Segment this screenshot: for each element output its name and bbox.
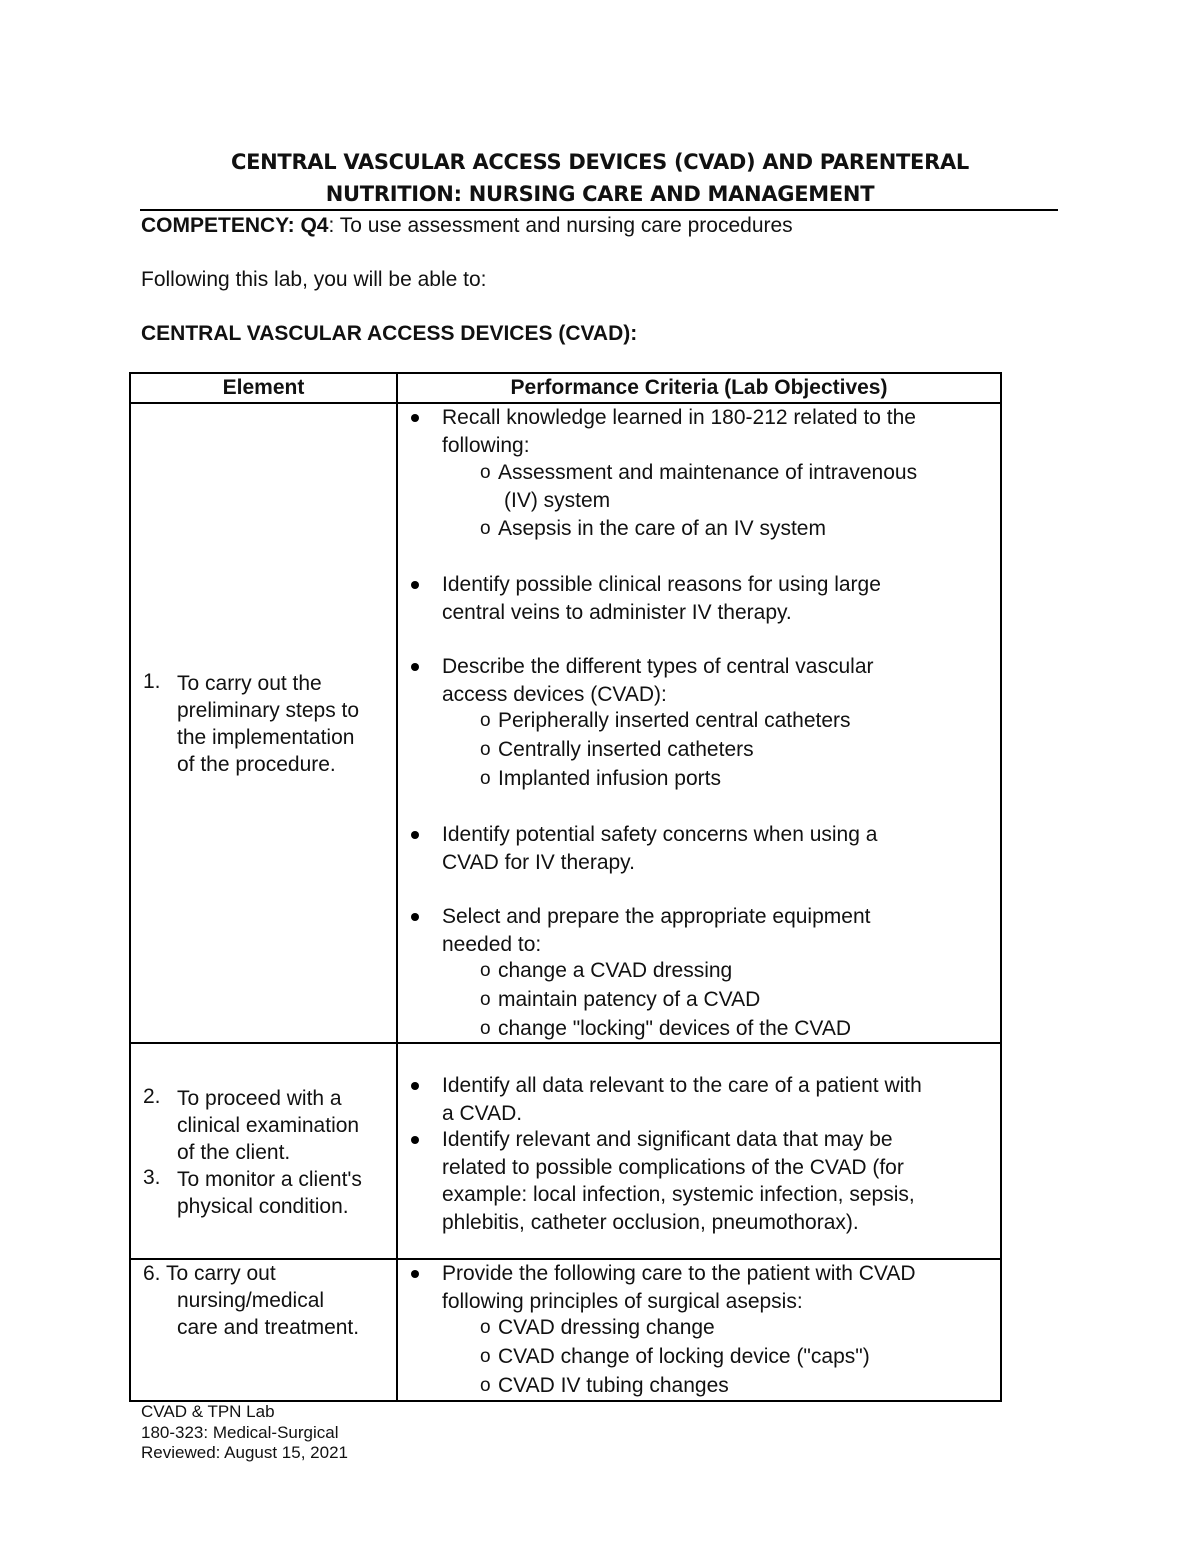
element-cell	[130, 1259, 397, 1401]
sub-bullet-item	[480, 957, 990, 985]
sub-bullet-line: change "locking" devices of the CVAD	[498, 1017, 852, 1040]
bullet-line: Identify all data relevant to the care of a patient with	[442, 1074, 922, 1097]
circle-bullet-icon: o	[480, 710, 491, 731]
sub-bullet-line: Implanted infusion ports	[498, 767, 721, 790]
element-line: of the procedure.	[177, 753, 336, 776]
element-number: 3.	[143, 1166, 161, 1189]
bullet-icon	[411, 831, 419, 839]
bullet-icon	[411, 1136, 419, 1144]
section-heading: CENTRAL VASCULAR ACCESS DEVICES (CVAD):	[141, 322, 638, 345]
sub-bullet-line: CVAD IV tubing changes	[498, 1374, 729, 1397]
bullet-line: example: local infection, systemic infection, sepsis,	[442, 1183, 915, 1206]
header-element: Element	[130, 373, 397, 403]
bullet-item	[442, 653, 990, 708]
bullet-line: related to possible complications of the CVAD (for	[442, 1155, 904, 1179]
circle-bullet-icon: o	[480, 1375, 491, 1396]
element-text	[177, 1166, 391, 1220]
element-number: 2.	[143, 1085, 161, 1108]
element-cell	[130, 1043, 397, 1259]
bullet-line: a CVAD.	[442, 1101, 523, 1125]
element-line: 6. To carry out	[143, 1262, 276, 1285]
element-line: To monitor a client's	[177, 1168, 362, 1191]
competency-statement	[141, 212, 793, 240]
sub-bullet-item	[480, 515, 990, 543]
bullet-line: phlebitis, catheter occlusion, pneumothorax).	[442, 1210, 859, 1234]
table-row	[130, 1259, 1001, 1401]
title-line-1: CENTRAL VASCULAR ACCESS DEVICES (CVAD) AND PARENTERAL	[230, 150, 969, 174]
bullet-icon	[411, 913, 419, 921]
sub-bullet-item	[480, 459, 990, 515]
bullet-line: central veins to administer IV therapy.	[442, 600, 792, 624]
footer-line: 180-323: Medical-Surgical	[141, 1422, 339, 1442]
element-line: of the client.	[177, 1141, 291, 1164]
objectives-table	[129, 372, 1002, 1402]
sub-bullet-item	[480, 1314, 990, 1342]
bullet-item	[442, 903, 990, 958]
competency-label: COMPETENCY: Q4	[141, 214, 329, 237]
bullet-line: access devices (CVAD):	[442, 682, 667, 706]
footer-line: CVAD & TPN Lab	[141, 1402, 275, 1421]
element-text	[177, 670, 391, 778]
bullet-icon	[411, 1082, 419, 1090]
element-line: nursing/medical	[177, 1289, 325, 1312]
bullet-item	[442, 821, 990, 876]
title-underline	[140, 209, 1058, 211]
circle-bullet-icon: o	[480, 960, 491, 981]
element-line: To carry out the	[177, 672, 322, 695]
element-line: clinical examination	[177, 1114, 360, 1137]
sub-bullet-line: change a CVAD dressing	[498, 959, 733, 982]
bullet-line: following:	[442, 433, 530, 457]
bullet-line: Provide the following care to the patient with CVAD	[442, 1262, 916, 1285]
bullet-line: Identify potential safety concerns when using a	[442, 823, 878, 846]
element-text	[143, 1260, 359, 1341]
bullet-icon	[411, 663, 419, 671]
sub-bullet-line: Assessment and maintenance of intravenous	[498, 461, 918, 484]
footer-line: Reviewed: August 15, 2021	[141, 1443, 348, 1462]
bullet-line: Recall knowledge learned in 180-212 related to the	[442, 406, 916, 429]
sub-bullet-item	[480, 1015, 990, 1043]
sub-bullet-line: maintain patency of a CVAD	[498, 988, 761, 1011]
element-line: care and treatment.	[177, 1316, 360, 1339]
bullet-icon	[411, 581, 419, 589]
bullet-line: Identify relevant and significant data that may be	[442, 1128, 893, 1151]
sub-bullet-item	[480, 707, 990, 735]
bullet-line: Select and prepare the appropriate equipment	[442, 905, 871, 928]
bullet-icon	[411, 414, 419, 422]
intro-text: Following this lab, you will be able to:	[141, 268, 487, 291]
sub-bullet-item	[480, 765, 990, 793]
element-text	[177, 1085, 391, 1166]
circle-bullet-icon: o	[480, 989, 491, 1010]
bullet-item	[442, 1072, 990, 1127]
sub-bullet-line: (IV) system	[504, 489, 611, 512]
bullet-item	[442, 404, 990, 459]
bullet-item	[442, 1126, 990, 1236]
criteria-cell	[397, 1043, 1001, 1259]
sub-bullet-line: CVAD change of locking device ("caps")	[498, 1345, 870, 1368]
circle-bullet-icon: o	[480, 1317, 491, 1338]
element-cell	[130, 403, 397, 1043]
element-number: 1.	[143, 670, 161, 693]
sub-bullet-item	[480, 986, 990, 1014]
circle-bullet-icon: o	[480, 1346, 491, 1367]
bullet-line: Describe the different types of central vascular	[442, 655, 874, 678]
bullet-line: CVAD for IV therapy.	[442, 850, 635, 874]
element-line: preliminary steps to	[177, 699, 360, 722]
document-title	[140, 146, 1060, 210]
sub-bullet-line: CVAD dressing change	[498, 1316, 715, 1339]
sub-bullet-line: Asepsis in the care of an IV system	[498, 517, 826, 540]
element-line: the implementation	[177, 726, 355, 749]
sub-bullet-line: Centrally inserted catheters	[498, 738, 754, 761]
circle-bullet-icon: o	[480, 1018, 491, 1039]
competency-text: : To use assessment and nursing care procedures	[328, 214, 793, 237]
circle-bullet-icon: o	[480, 768, 491, 789]
sub-bullet-item	[480, 1372, 990, 1400]
element-line: physical condition.	[177, 1195, 349, 1218]
bullet-line: Identify possible clinical reasons for using large	[442, 573, 881, 596]
table-row	[130, 403, 1001, 1043]
sub-bullet-item	[480, 1343, 990, 1371]
bullet-line: needed to:	[442, 932, 542, 956]
sub-bullet-item	[480, 736, 990, 764]
header-performance-criteria: Performance Criteria (Lab Objectives)	[397, 373, 1001, 403]
bullet-icon	[411, 1270, 419, 1278]
circle-bullet-icon: o	[480, 739, 491, 760]
bullet-line: following principles of surgical asepsis:	[442, 1289, 803, 1313]
element-line: To proceed with a	[177, 1087, 342, 1110]
bullet-item	[442, 1260, 990, 1315]
circle-bullet-icon: o	[480, 462, 491, 483]
criteria-cell	[397, 1259, 1001, 1401]
circle-bullet-icon: o	[480, 518, 491, 539]
title-line-2: NUTRITION: NURSING CARE AND MANAGEMENT	[325, 182, 875, 206]
table-row	[130, 1043, 1001, 1259]
bullet-item	[442, 571, 990, 626]
criteria-cell	[397, 403, 1001, 1043]
sub-bullet-line: Peripherally inserted central catheters	[498, 709, 851, 732]
page-footer	[141, 1402, 348, 1464]
